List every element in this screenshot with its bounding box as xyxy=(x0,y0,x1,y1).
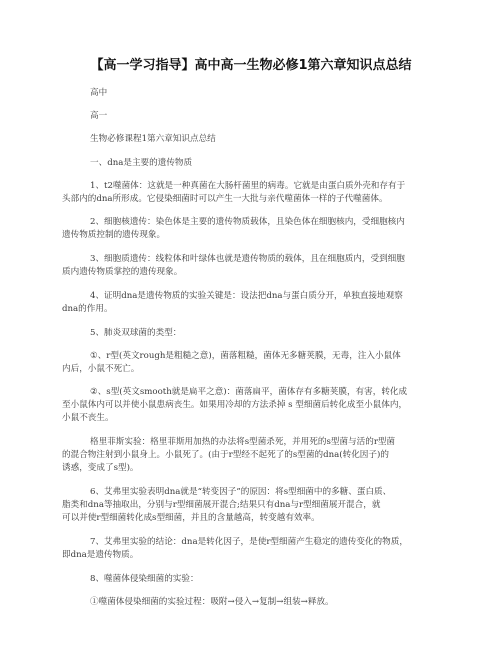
item-avery-line-3: 可以并使r型细菌转化成s型细菌，并且的含量越高，转变越有效率。 xyxy=(62,513,320,523)
item-griffith-line-1: 格里菲斯实验：格里菲斯用加热的办法将s型菌杀死，并用死的s型菌与活的r型菌 xyxy=(90,437,396,447)
item-s-type-line-3: 小鼠不丧生。 xyxy=(62,413,114,423)
header-line-year: 高一 xyxy=(90,111,108,121)
item-types-line-1: 5、肺炎双球菌的类型： xyxy=(90,328,182,338)
item-t2-line-2: 头部内的dna所形成。它侵染细菌时可以产生一大批与亲代噬菌体一样的子代噬菌体。 xyxy=(62,194,388,204)
item-t2-line-1: 1、t2噬菌体：这就是一种真菌在大肠杆菌里的病毒。它就是由蛋白质外壳和存有于 xyxy=(90,181,406,191)
item-nucleus-line-1: 2、细胞核遗传：染色体是主要的遗传物质载体，且染色体在细胞核内，受细胞核内 xyxy=(90,217,405,227)
item-griffith-line-3: 诱惑，变成了s型)。 xyxy=(62,463,139,473)
document-title: 【高一学习指导】高中高一生物必修1第六章知识点总结 xyxy=(90,58,412,73)
item-phage-exp-line-1: 8、噬菌体侵染细菌的实验： xyxy=(90,574,199,584)
header-line-grade: 高中 xyxy=(90,88,108,98)
item-cytoplasm-line-2: 质内遗传物质掌控的遗传现象。 xyxy=(62,267,183,277)
header-line-course: 生物必修课程1第六章知识点总结 xyxy=(90,134,216,144)
item-key-line-1: 4、证明dna是遗传物质的实验关键是：设法把dna与蛋白质分开，单独直接地观察 xyxy=(90,291,403,301)
item-conclusion-line-2: 即dna是遗传物质。 xyxy=(62,550,139,560)
item-s-type-line-1: ②、s型(英文smooth就是扁平之意)：菌落扁平，菌体存有多糖荚膜，有害，转化成 xyxy=(90,387,408,397)
item-r-type-line-2: 内后，小鼠不死亡。 xyxy=(62,364,140,374)
item-s-type-line-2: 至小鼠体内可以并使小鼠患病丧生。如果用冷却的方法杀掉 s 型细菌后转化成至小鼠体内， xyxy=(62,400,408,410)
item-nucleus-line-2: 遗传物质控制的遗传现象。 xyxy=(62,230,166,240)
item-griffith-line-2: 的混合物注射到小鼠身上。小鼠死了。(由于r型经不起死了的s型菌的dna(转化因子)的 xyxy=(62,450,389,460)
section-heading: 一、dna是主要的遗传物质 xyxy=(90,158,193,168)
item-cytoplasm-line-1: 3、细胞质遗传：线粒体和叶绿体也就是遗传物质的载体，且在细胞质内，受到细胞 xyxy=(90,254,405,264)
item-conclusion-line-1: 7、艾弗里实验的结论：dna是转化因子，是使r型细菌产生稳定的遗传变化的物质， xyxy=(90,537,408,547)
item-r-type-line-1: ①、r型(英文rough是粗糙之意)，菌落粗糙，菌体无多糖荚膜，无毒，注入小鼠体 xyxy=(90,351,401,361)
item-avery-line-2: 脂类和dna等抽取出，分别与r型细菌展开混合;结果只有dna与r型细菌展开混合，就 xyxy=(62,500,381,510)
item-key-line-2: dna的作用。 xyxy=(62,304,113,314)
item-avery-line-1: 6、艾弗里实验表明dna就是“转变因子”的原因：将s型细菌中的多糖、蛋白质、 xyxy=(90,487,392,497)
item-process-line-1: ①噬菌体侵染细菌的实验过程：吸附→侵入→复制→组装→释放。 xyxy=(90,597,334,607)
